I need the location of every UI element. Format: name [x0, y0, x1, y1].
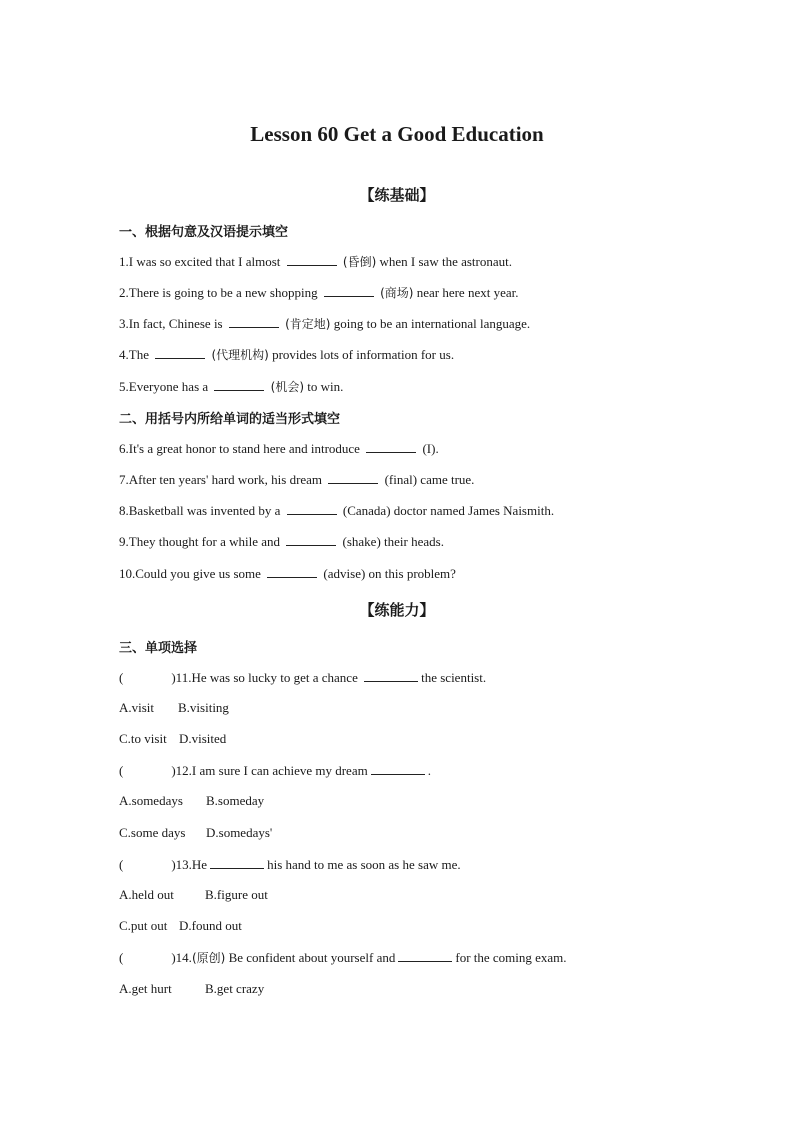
part2-heading: 二、用括号内所给单词的适当形式填空 — [119, 412, 341, 427]
question-13-options-cd — [119, 918, 242, 934]
question-10: 10.Could you give us some (advise) on this problem? — [119, 566, 456, 581]
answer-blank — [371, 762, 425, 775]
answer-blank — [287, 502, 337, 515]
answer-blank — [229, 315, 279, 328]
answer-blank — [267, 565, 317, 578]
answer-blank — [364, 669, 418, 682]
answer-blank — [366, 440, 416, 453]
option-b: B.someday — [206, 793, 265, 808]
answer-blank — [155, 346, 205, 359]
question-12: ( )12.I am sure I can achieve my dream . — [119, 763, 431, 778]
question-13-options-ab — [119, 887, 268, 903]
question-1: 1.I was so excited that I almost (昏倒) when I saw the astronaut. — [119, 254, 513, 269]
answer-blank — [214, 378, 264, 391]
question-2: 2.There is going to be a new shopping (商场) near here next year. — [119, 285, 519, 300]
answer-blank — [324, 284, 374, 297]
question-5: 5.Everyone has a (机会) to win. — [119, 379, 344, 394]
question-8: 8.Basketball was invented by a (Canada) doctor named James Naismith. — [119, 503, 555, 518]
question-11-options-cd — [119, 731, 226, 747]
section-basic-heading: 【练基础】 — [359, 188, 435, 204]
answer-blank — [398, 949, 452, 962]
question-13: ( )13.He his hand to me as soon as he saw me. — [119, 857, 461, 872]
option-a: A.get hurt — [119, 981, 172, 996]
question-12-options-ab — [119, 793, 264, 809]
question-9: 9.They thought for a while and (shake) their heads. — [119, 534, 444, 549]
answer-blank — [210, 856, 264, 869]
option-b: B.get crazy — [205, 981, 265, 996]
option-c: C.put out — [119, 918, 168, 933]
answer-blank — [328, 471, 378, 484]
part1-heading: 一、根据句意及汉语提示填空 — [119, 225, 289, 240]
question-14: ( )14.(原创) Be confident about yourself and for the coming exam. — [119, 950, 567, 965]
question-12-options-cd — [119, 825, 272, 841]
option-a: A.held out — [119, 887, 174, 902]
option-d: D.found out — [179, 918, 242, 933]
question-11-options-ab — [119, 700, 229, 716]
question-14-options-ab — [119, 981, 264, 997]
answer-blank — [286, 533, 336, 546]
option-d: D.somedays' — [206, 825, 273, 840]
question-6: 6.It's a great honor to stand here and introduce (I). — [119, 441, 439, 456]
option-a: A.visit — [119, 700, 155, 715]
part3-heading: 三、单项选择 — [119, 641, 198, 656]
option-b: B.visiting — [178, 700, 229, 715]
section-ability-heading: 【练能力】 — [359, 603, 435, 619]
page-title: Lesson 60 Get a Good Education — [250, 122, 544, 146]
question-4: 4.The (代理机构) provides lots of information for us. — [119, 347, 455, 362]
option-b: B.figure out — [205, 887, 268, 902]
answer-blank — [287, 253, 337, 266]
option-a: A.somedays — [119, 793, 183, 808]
option-d: D.visited — [179, 731, 227, 746]
question-11: ( )11.He was so lucky to get a chance the scientist. — [119, 670, 487, 685]
question-7: 7.After ten years' hard work, his dream (final) came true. — [119, 472, 475, 487]
option-c: C.to visit — [119, 731, 167, 746]
question-3: 3.In fact, Chinese is (肯定地) going to be an international language. — [119, 316, 531, 331]
option-c: C.some days — [119, 825, 186, 840]
